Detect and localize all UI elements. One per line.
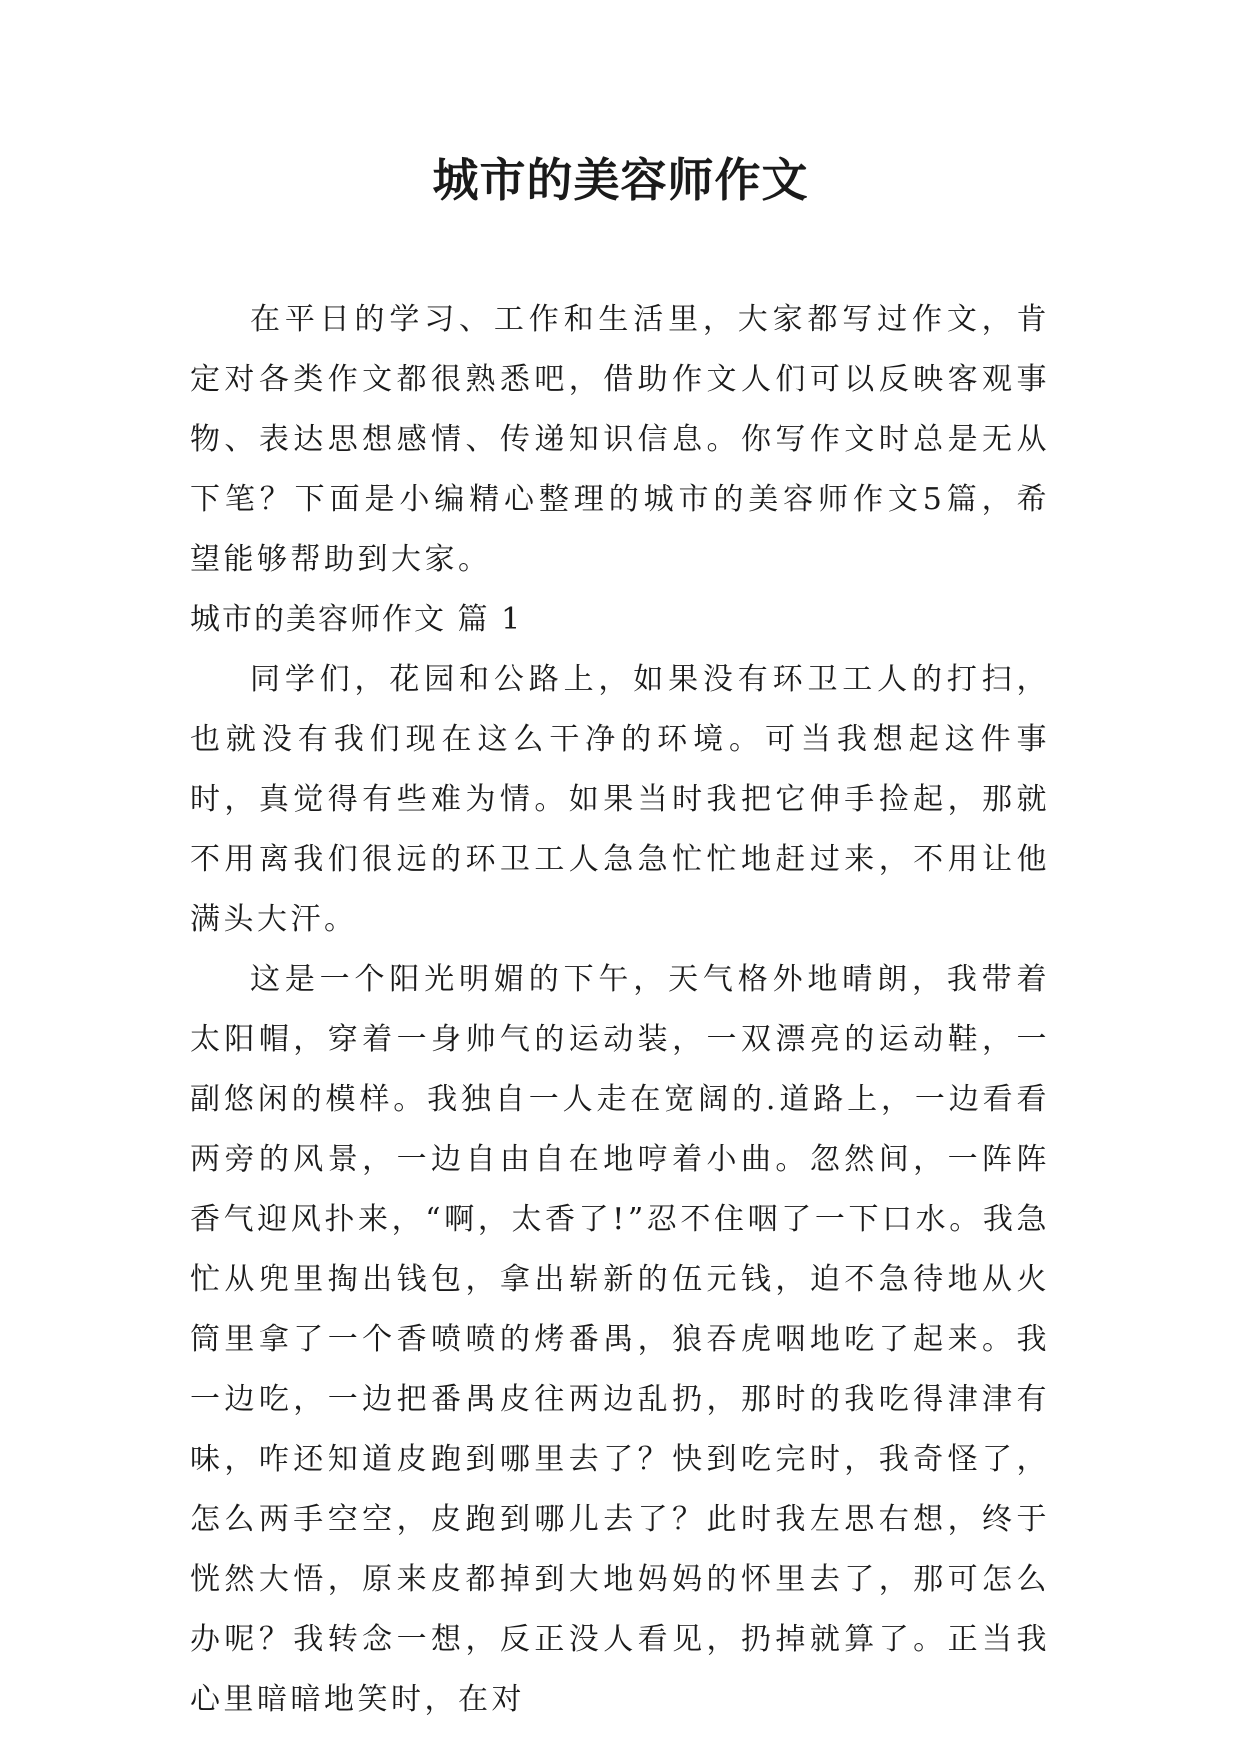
intro-paragraph: 在平日的学习、工作和生活里，大家都写过作文，肯定对各类作文都很熟悉吧，借助作文人们可以反映客观事物、表达思想感情、传递知识信息。你写作文时总是无从下笔？下面是小编精心整理的城市的美容师作文5篇，希望能够帮助到大家。 [190, 302, 1050, 577]
document-body [190, 290, 1050, 1730]
body-paragraph: 同学们，花园和公路上，如果没有环卫工人的打扫，也就没有我们现在这么干净的环境。可当我想起这件事时，真觉得有些难为情。如果当时我把它伸手捡起，那就不用离我们很远的环卫工人急急忙忙地赶过来，不用让他满头大汗。 [190, 662, 1050, 937]
section-heading: 城市的美容师作文 篇 1 [190, 602, 523, 637]
body-paragraph: 这是一个阳光明媚的下午，天气格外地晴朗，我带着太阳帽，穿着一身帅气的运动装，一双漂亮的运动鞋，一副悠闲的模样。我独自一人走在宽阔的.道路上，一边看看两旁的风景，一边自由自在地哼着小曲。忽然间，一阵阵香气迎风扑来，“啊，太香了!”忍不住咽了一下口水。我急忙从兜里掏出钱包，拿出崭新的伍元钱，迫不急待地从火筒里拿了一个香喷喷的烤番禺，狼吞虎咽地吃了起来。我一边吃，一边把番禺皮往两边乱扔，那时的我吃得津津有味，咋还知道皮跑到哪里去了？快到吃完时，我奇怪了，怎么两手空空，皮跑到哪儿去了？此时我左思右想，终于恍然大悟，原来皮都掉到大地妈妈的怀里去了，那可怎么办呢？我转念一想，反正没人看见，扔掉就算了。正当我心里暗暗地笑时，在对 [190, 962, 1050, 1717]
document-title: 城市的美容师作文 [432, 153, 809, 207]
